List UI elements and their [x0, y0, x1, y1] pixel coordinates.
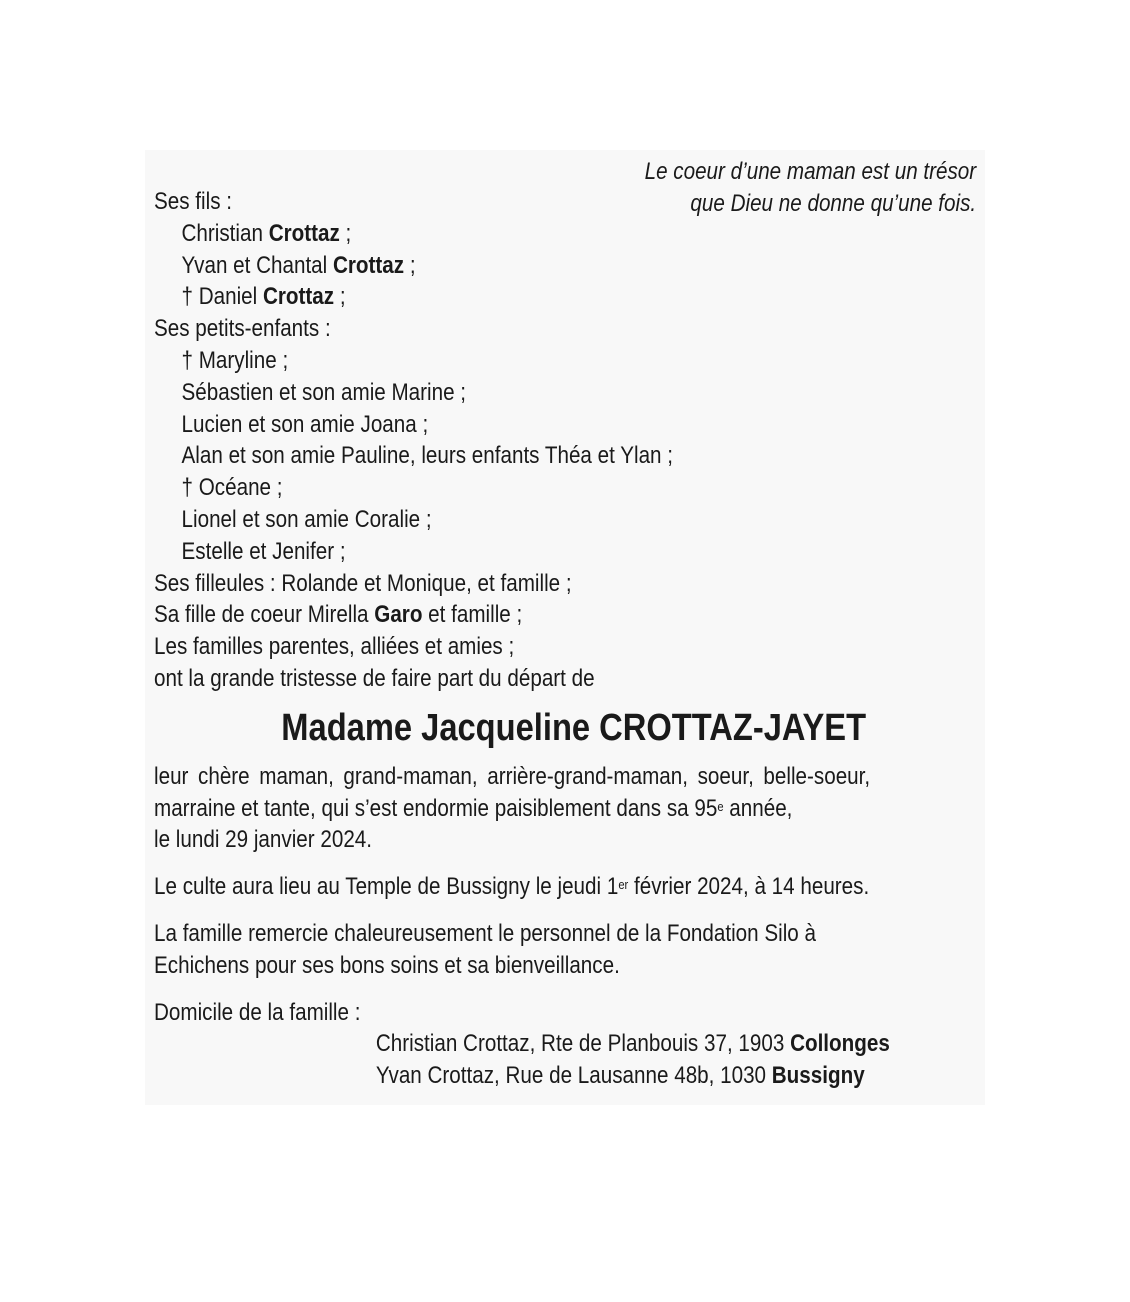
- family-member: Lucien et son amie Joana ;: [181, 410, 429, 438]
- obituary-content: [154, 154, 976, 1092]
- epigraph-line: Le coeur d’une maman est un trésor: [644, 158, 977, 185]
- epigraph-line: que Dieu ne donne qu’une fois.: [690, 189, 977, 217]
- announcement-line: ont la grande tristesse de faire part du départ de: [154, 664, 595, 692]
- family-member: † Maryline ;: [181, 346, 289, 374]
- epigraph: [154, 156, 976, 219]
- family-member: Estelle et Jenifer ;: [181, 537, 346, 565]
- deceased-name: Madame Jacqueline CROTTAZ-JAYET: [281, 706, 867, 749]
- service-line: Le culte aura lieu au Temple de Bussigny le jeudi 1er février 2024, à 14 heures.: [154, 873, 870, 901]
- families-line: Les familles parentes, alliées et amies ;: [154, 633, 515, 661]
- domicile-address: Christian Crottaz, Rte de Planbouis 37, 1903 Collonges: [375, 1030, 890, 1058]
- family-member: Lionel et son amie Coralie ;: [181, 505, 432, 533]
- family-member: Christian Crottaz ;: [181, 219, 352, 247]
- sons-heading: Ses fils :: [154, 188, 233, 215]
- family-member: † Daniel Crottaz ;: [181, 283, 346, 311]
- thanks-line: Echichens pour ses bons soins et sa bienveillance.: [154, 951, 620, 979]
- domicile-address: Yvan Crottaz, Rue de Lausanne 48b, 1030 Bussigny: [375, 1062, 865, 1090]
- relation-line: marraine et tante, qui s’est endormie paisiblement dans sa 95e année,: [154, 794, 793, 822]
- heart-daughter-line: Sa fille de coeur Mirella Garo et famille ;: [154, 601, 523, 629]
- family-member: Yvan et Chantal Crottaz ;: [181, 251, 416, 279]
- thanks-line: La famille remercie chaleureusement le personnel de la Fondation Silo à: [154, 919, 817, 947]
- family-member: Sébastien et son amie Marine ;: [181, 378, 467, 406]
- domicile-heading: Domicile de la famille :: [154, 998, 361, 1026]
- grandchildren-heading: Ses petits-enfants :: [154, 315, 331, 343]
- family-member: † Océane ;: [181, 474, 283, 502]
- relation-line: leur chère maman, grand-maman, arrière-grand-maman, soeur, belle-soeur,: [154, 762, 871, 790]
- relation-date-line: le lundi 29 janvier 2024.: [154, 826, 373, 854]
- family-member: Alan et son amie Pauline, leurs enfants Théa et Ylan ;: [181, 442, 673, 470]
- goddaughters-line: Ses filleules : Rolande et Monique, et famille ;: [154, 569, 572, 597]
